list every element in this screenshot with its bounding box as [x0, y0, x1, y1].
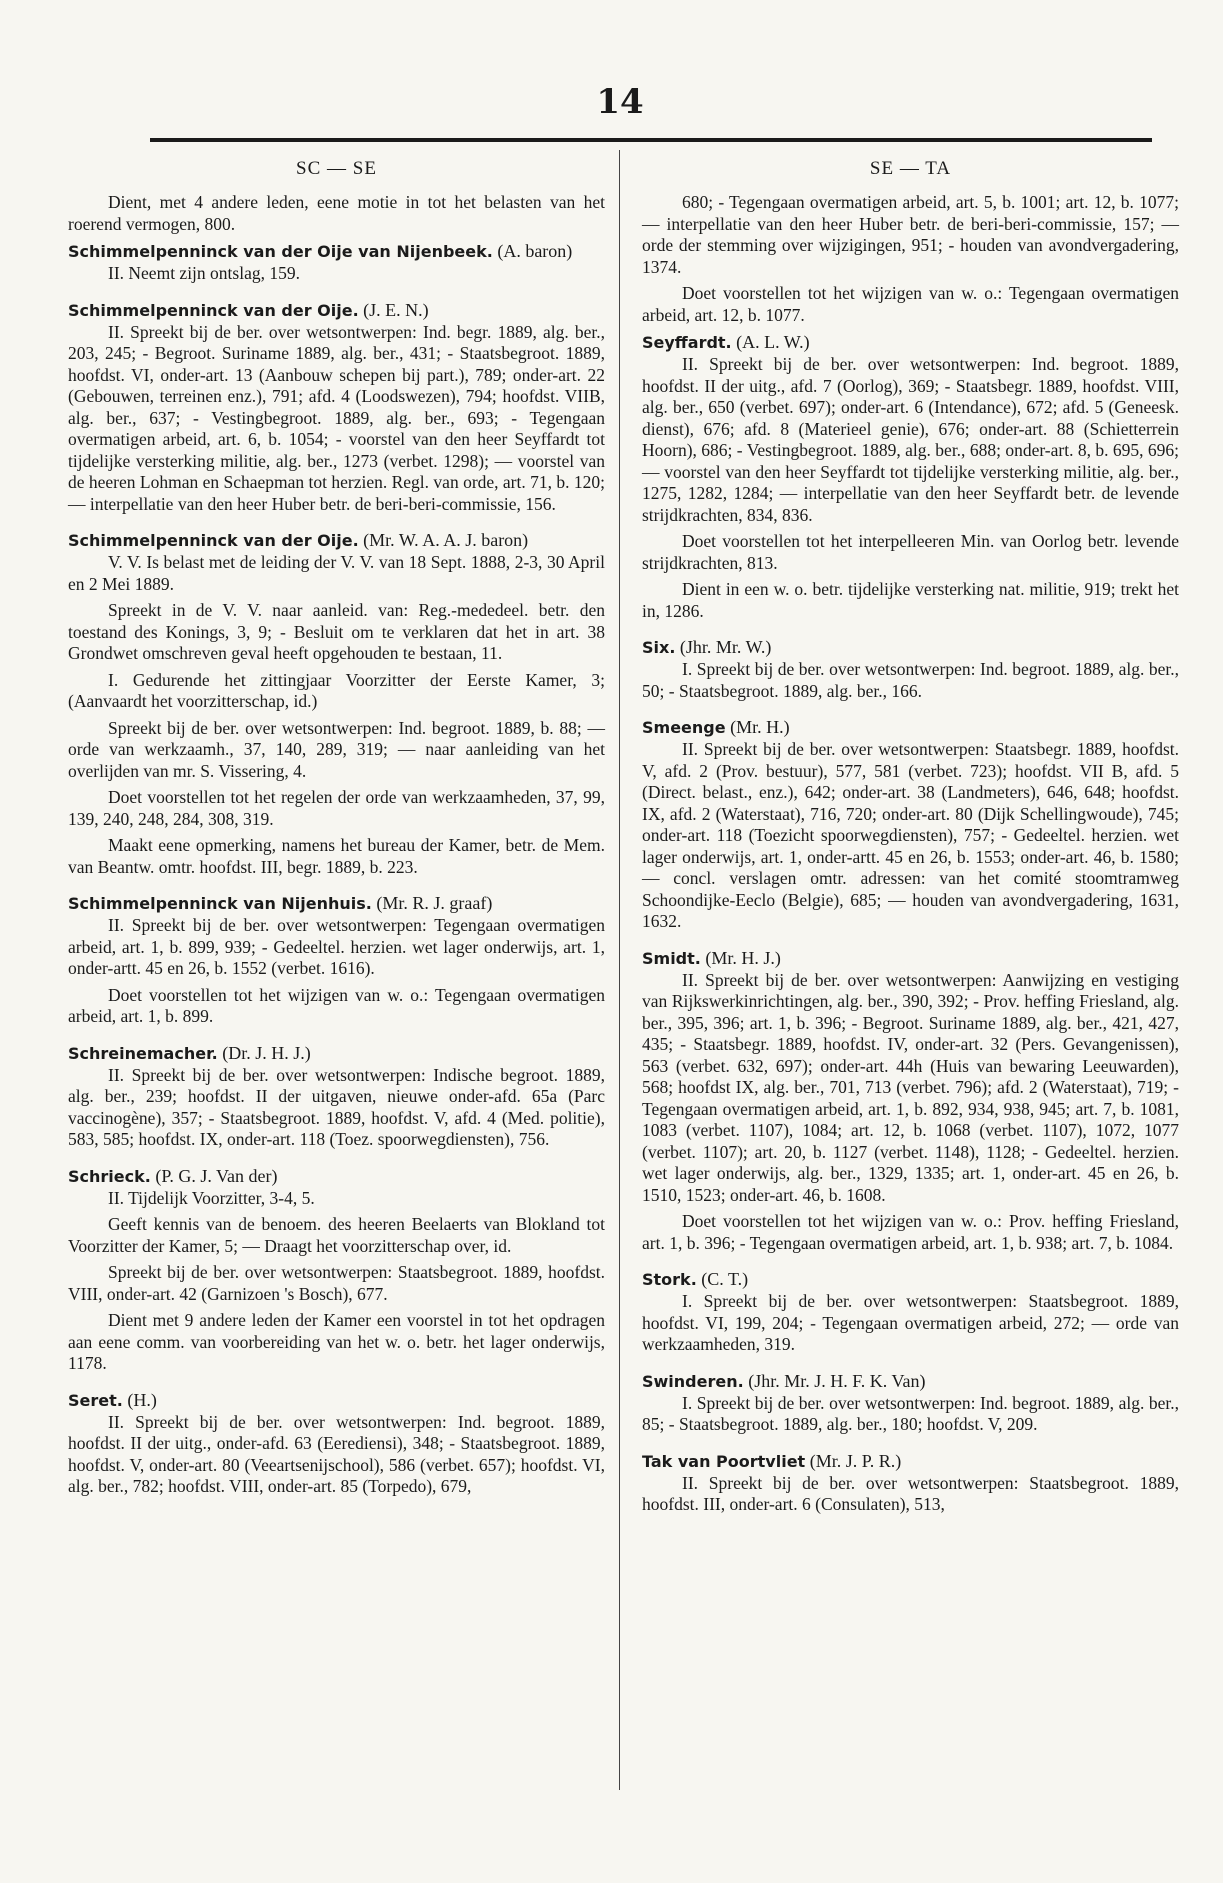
entry-qualifier: (P. G. J. Van der) — [155, 1165, 278, 1186]
entry-name: Six. — [642, 638, 676, 657]
entry-heading — [68, 529, 605, 552]
entry-paragraph: V. V. Is belast met de leiding der V. V. van 18 Sept. 1888, 2-3, 30 April en 2 Mei 1889. — [68, 552, 605, 594]
entry-paragraph: II. Spreekt bij de ber. over wetsontwerpen: Indische begroot. 1889, alg. ber., 239; hoofdst. II der uitgaven, nieuwe onder-afd. 65a (Parc vaccinogène), 357; - Staatsbegroot. 1889, hoofdst. V, afd. 4 (Med. politie), 583, 585; hoofdst. IX, onder-art. 118 (Toez. spoorwegdiensten), 756. — [68, 1064, 605, 1149]
entry-paragraph: Dient in een w. o. betr. tijdelijke versterking nat. militie, 919; trekt het in, 1286. — [642, 579, 1179, 621]
entry-paragraph: II. Spreekt bij de ber. over wetsontwerpen: Staatsbegr. 1889, hoofdst. V, afd. 2 (Prov. bestuur), 577, 581 (verbet. 723); hoofdst. VII B, afd. 5 (Direct. belast., enz.), 642; onder-art. 38 (Landmeters), 646, 648; hoofdst. IX, afd. 2 (Waterstaat), 716, 720; onder-art. 80 (Dijk Schellingwoude), 745; onder-art. 118 (Toezicht spoorwegdiensten), 757; - Gedeeltel. herzien. wet lager onderwijs, art. 1, onder-artt. 45 en 26, b. 1553; onder-art. 46, b. 1580; — concl. verslagen omtr. adressen: van het comité stoomtramweg Schoondijke-Eeclo (Belgie), 685; — houden van avondvergadering, 1631, 1632. — [642, 739, 1179, 931]
left-column — [68, 158, 605, 1512]
entry-paragraph: I. Spreekt bij de ber. over wetsontwerpen: Ind. begroot. 1889, alg. ber., 85; - Staatsbegroot. 1889, alg. ber., 180; hoofdst. V, 209. — [642, 1392, 1179, 1434]
entry-name: Stork. — [642, 1270, 697, 1289]
entry-paragraph: II. Spreekt bij de ber. over wetsontwerpen: Aanwijzing en vestiging van Rijkswerkinrichtingen, alg. ber., 390, 392; - Prov. heffing Friesland, alg. ber., 395, 396; art. 1, b. 396; - Begroot. Suriname 1889, alg. ber., 421, 427, 435; - Staatsbegr. 1889, hoofdst. IV, onder-art. 32 (Pers. Gevangenissen), 563 (verbet. 632, 697); onder-art. 44h (Huis van bewaring Leeuwarden), 568; hoofdst IX, alg. ber., 701, 713 (verbet. 796); afd. 2 (Waterstaat), 719; - Tegengaan overmatigen arbeid, art. 1, b. 892, 934, 938, 945; art. 7, b. 1081, 1083 (verbet. 1107), 1084; art. 12, b. 1068 (verbet. 1107), 1072, 1077 (verbet. 1107); art. 20, b. 1127 (verbet. 1148), 1128; - Gedeeltel. herzien. wet lager onderwijs, alg. ber., 1329, 1335; art. 1, onder-art. 45 en 26, b. 1510, 1523; onder-art. 46, b. 1608. — [642, 969, 1179, 1205]
entry-qualifier: (Mr. J. P. R.) — [809, 1450, 902, 1471]
entry-paragraph: II. Neemt zijn ontslag, 159. — [108, 263, 300, 283]
index-entry — [642, 716, 1179, 933]
index-entry — [642, 331, 1179, 622]
right-column-header: SE — TA — [869, 158, 952, 179]
entry-paragraph: II. Spreekt bij de ber. over wetsontwerpen: Ind. begr. 1889, alg. ber., 203, 245; - Begroot. Suriname 1889, alg. ber., 431; - Staatsbegroot. 1889, hoofdst. VI, onder-art. 13 (Aanbouw schepen bij part.), 789; onder-art. 22 (Gebouwen, terreinen enz.), 791; afd. 4 (Loodswezen), 794; hoofdst. VIIB, alg. ber., 637; - Vestingbegroot. 1889, alg. ber., 693; - Tegengaan overmatigen arbeid, art. 6, b. 1054; - voorstel van den heer Seyffardt tot tijdelijke versterking militie, alg. ber., 1273 (verbet. 1298); — voorstel van de heeren Lohman en Schaepman tot herzien. Regl. van orde, art. 71, b. 120; — interpellatie van den heer Huber betr. de beri-beri-commissie, 156. — [68, 321, 605, 514]
index-entry — [68, 1389, 605, 1498]
entry-name: Schrieck. — [68, 1166, 151, 1186]
entry-paragraph: 680; - Tegengaan overmatigen arbeid, art. 5, b. 1001; art. 12, b. 1077; — interpellatie van den heer Huber betr. de beri-beri-commissie, 157; — orde der stemming over wijzigingen, 951; - houden van avondvergadering, 1374. — [642, 192, 1179, 277]
entry-qualifier: (Jhr. Mr. J. H. F. K. Van) — [748, 1370, 926, 1391]
entry-qualifier: (A. baron) — [497, 241, 573, 261]
index-entry — [642, 1370, 1179, 1436]
entry-paragraph: Geeft kennis van de benoem. des heeren Beelaerts van Blokland tot Voorzitter der Kamer, 5; — Draagt het voorzitterschap over, id. — [68, 1214, 605, 1256]
entry-paragraph: Doet voorstellen tot het wijzigen van w. o.: Prov. heffing Friesland, art. 1, b. 396; - Tegengaan overmatigen arbeid, art. 1, b. 938; art. 7, b. 1084. — [642, 1211, 1179, 1253]
left-intro: Dient, met 4 andere leden, eene motie in tot het belasten van het roerend vermogen, 800. — [68, 192, 605, 234]
left-entries — [68, 240, 605, 1498]
index-entry — [68, 299, 605, 516]
entry-heading — [68, 892, 605, 915]
entry-name: Schimmelpenninck van Nijenhuis. — [68, 894, 372, 913]
entry-name: Smidt. — [642, 948, 701, 968]
index-entry — [642, 947, 1179, 1255]
entry-name: Schimmelpenninck van der Oije van Nijenbeek. — [68, 242, 493, 261]
index-entry — [68, 240, 605, 285]
index-entry — [642, 1450, 1179, 1516]
right-entries — [642, 331, 1179, 1516]
column-divider — [619, 150, 620, 1790]
entry-name: Seret. — [68, 1390, 123, 1410]
entry-paragraph: Spreekt bij de ber. over wetsontwerpen: Ind. begroot. 1889, b. 88; — orde van werkzaamh., 37, 140, 289, 319; — naar aanleiding van het overlijden van mr. S. Vissering, 4. — [68, 717, 605, 781]
entry-name: Smeenge — [642, 718, 726, 737]
entry-paragraph: Doet voorstellen tot het regelen der orde van werkzaamheden, 37, 99, 139, 240, 248, 284, 308, 319. — [68, 787, 605, 829]
entry-qualifier: (Mr. R. J. graaf) — [376, 893, 493, 913]
entry-heading — [68, 1042, 605, 1065]
entry-paragraph: Spreekt bij de ber. over wetsontwerpen: Staatsbegroot. 1889, hoofdst. VIII, onder-art. 42 (Garnizoen 's Bosch), 677. — [68, 1262, 605, 1304]
entry-heading — [642, 1268, 1179, 1291]
index-entry — [642, 1268, 1179, 1356]
header-rule — [150, 138, 1152, 142]
entry-paragraph: II. Spreekt bij de ber. over wetsontwerpen: Ind. begroot. 1889, hoofdst. II der uitg., onder-afd. 63 (Eerediensi), 348; - Staatsbegroot. 1889, hoofdst. V, onder-art. 80 (Veeartsenijschool), 586 (verbet. 657); hoofdst. VI, alg. ber., 782; hoofdst. VIII, onder-art. 85 (Torpedo), 679, — [68, 1411, 605, 1496]
entry-paragraph: II. Tijdelijk Voorzitter, 3-4, 5. — [108, 1187, 315, 1208]
entry-heading — [68, 1165, 605, 1188]
entry-heading — [642, 947, 1179, 970]
entry-heading — [642, 716, 1179, 739]
entry-qualifier: (Jhr. Mr. W.) — [679, 637, 772, 657]
index-entry — [68, 1165, 605, 1375]
entry-heading — [68, 299, 605, 322]
index-entry — [68, 1042, 605, 1151]
entry-qualifier: (Dr. J. H. J.) — [222, 1042, 311, 1063]
left-column-header: SC — SE — [296, 158, 377, 179]
entry-paragraph: Maakt eene opmerking, namens het bureau der Kamer, betr. de Mem. van Beantw. omtr. hoofdst. III, begr. 1889, b. 223. — [68, 835, 605, 877]
entry-paragraph: Dient met 9 andere leden der Kamer een voorstel in tot het opdragen aan eene comm. van voorbereiding van het w. o. betr. het lager onderwijs, 1178. — [68, 1310, 605, 1373]
entry-qualifier: (C. T.) — [701, 1269, 749, 1289]
entry-heading — [642, 636, 1179, 659]
page-number: 14 — [596, 82, 644, 122]
index-entry — [68, 892, 605, 1028]
entry-name: Swinderen. — [642, 1371, 744, 1391]
right-intro — [642, 192, 1179, 326]
entry-qualifier: (Mr. H.) — [730, 717, 790, 737]
index-entry — [642, 636, 1179, 702]
entry-name: Schreinemacher. — [68, 1043, 218, 1063]
entry-heading — [642, 331, 1179, 354]
entry-qualifier: (H.) — [127, 1389, 157, 1410]
entry-paragraph: II. Spreekt bij de ber. over wetsontwerpen: Tegengaan overmatigen arbeid, art. 1, b. 899, 939; - Gedeeltel. herzien. wet lager onderwijs, art. 1, onder-artt. 45 en 26, b. 1552 (verbet. 1616). — [68, 915, 605, 978]
entry-qualifier: (A. L. W.) — [736, 332, 810, 352]
entry-name: Schimmelpenninck van der Oije. — [68, 300, 359, 320]
entry-qualifier: (J. E. N.) — [363, 299, 429, 320]
entry-paragraph: Doet voorstellen tot het wijzigen van w. o.: Tegengaan overmatigen arbeid, art. 1, b. 899. — [68, 984, 605, 1026]
entry-qualifier: (Mr. W. A. A. J. baron) — [363, 530, 529, 550]
entry-heading — [68, 240, 605, 263]
entry-paragraph: II. Spreekt bij de ber. over wetsontwerpen: Staatsbegroot. 1889, hoofdst. III, onder-art. 6 (Consulaten), 513, — [642, 1472, 1179, 1514]
entry-heading — [642, 1450, 1179, 1473]
entry-name: Seyffardt. — [642, 333, 732, 352]
entry-name: Schimmelpenninck van der Oije. — [68, 531, 359, 550]
entry-paragraph: I. Gedurende het zittingjaar Voorzitter der Eerste Kamer, 3; (Aanvaardt het voorzitterschap, id.) — [68, 669, 605, 711]
entry-paragraph: I. Spreekt bij de ber. over wetsontwerpen: Ind. begroot. 1889, alg. ber., 50; - Staatsbegroot. 1889, alg. ber., 166. — [642, 659, 1179, 701]
entry-paragraph: I. Spreekt bij de ber. over wetsontwerpen: Staatsbegroot. 1889, hoofdst. VI, 199, 204; - Tegengaan overmatigen arbeid, 272; — orde van werkzaamheden, 319. — [642, 1291, 1179, 1354]
entry-qualifier: (Mr. H. J.) — [705, 947, 781, 968]
entry-heading — [642, 1370, 1179, 1393]
entry-name: Tak van Poortvliet — [642, 1451, 806, 1471]
index-entry — [68, 529, 605, 878]
entry-heading — [68, 1389, 605, 1412]
entry-paragraph: Doet voorstellen tot het wijzigen van w. o.: Tegengaan overmatigen arbeid, art. 12, b. 1077. — [642, 283, 1179, 325]
right-column — [642, 158, 1179, 1530]
entry-paragraph: Spreekt in de V. V. naar aanleid. van: Reg.-mededeel. betr. den toestand des Konings, 3, 9; - Besluit om te verklaren dat het in art. 38 Grondwet omschreven geval heeft opgehouden te bestaan, 11. — [68, 600, 605, 663]
entry-paragraph: II. Spreekt bij de ber. over wetsontwerpen: Ind. begroot. 1889, hoofdst. II der uitg., afd. 7 (Oorlog), 369; - Staatsbegr. 1889, hoofdst. VIII, alg. ber., 650 (verbet. 697); onder-art. 6 (Intendance), 672; afd. 5 (Geneesk. dienst), 676; afd. 8 (Materieel genie), 676; onder-art. 88 (Schietterrein Hoorn), 686; - Vestingbegroot. 1889, alg. ber., 688; onder-art. 8, b. 695, 696; — voorstel van den heer Seyffardt tot tijdelijke versterking militie, alg. ber., 1275, 1282, 1284; — interpellatie van den heer Seyffardt betr. de levende strijdkrachten, 834, 836. — [642, 354, 1179, 525]
entry-paragraph: Doet voorstellen tot het interpelleeren Min. van Oorlog betr. levende strijdkrachten, 813. — [642, 531, 1179, 573]
